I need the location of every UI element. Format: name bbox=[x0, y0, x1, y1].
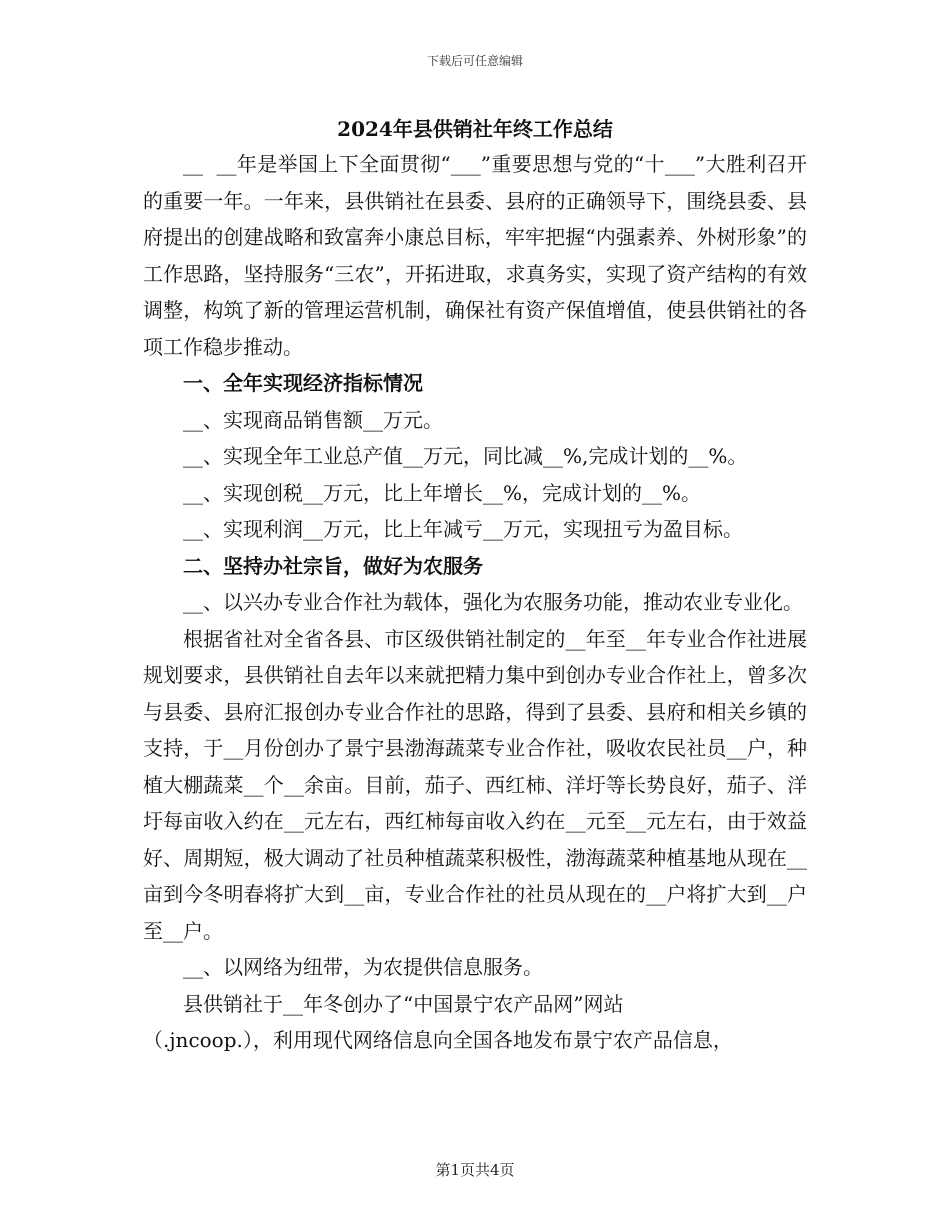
indicator-item-sales: __、实现商品销售额__万元。 bbox=[183, 407, 443, 432]
page-header-note: 下载后可任意编辑 bbox=[426, 54, 523, 68]
document-title: 2024年县供销社年终工作总结 bbox=[337, 117, 613, 141]
page-number: 第1页共4页 bbox=[435, 1161, 515, 1179]
subsection-cooperative: __、以兴办专业合作社为载体，强化为农服务功能，推动农业专业化。 bbox=[183, 590, 803, 614]
intro-paragraph: __ __年是举国上下全面贯彻“___”重要思想与党的“十___”大胜利召开的重要一年。一年来，县供销社在县委、县府的正确领导下，围绕县委、县府提出的创建战略和致富奔小康总目标，牢牢把握“内强素养、外树形象”的工作思路，坚持服务“三农”，开拓进取，求真务实，实现了资产结构的有效调整，构筑了新的管理运营机制，确保社有资产保值增值，使县供销社的各项工作稳步推动。 bbox=[143, 152, 807, 359]
network-paragraph: 县供销社于__年冬创办了“中国景宁农产品网”网站 bbox=[183, 991, 624, 1016]
indicator-item-output: __、实现全年工业总产值__万元，同比减__%,完成计划的__%。 bbox=[183, 444, 748, 468]
indicator-item-tax: __、实现创税__万元，比上年增长__%，完成计划的__%。 bbox=[183, 480, 702, 505]
cooperative-paragraph: 根据省社对全省各县、市区级供销社制定的__年至__年专业合作社进展规划要求，县供销社自去年以来就把精力集中到创办专业合作社上，曾多次与县委、县府汇报创办专业合作社的思路，得到了县委、县府和相关乡镇的支持，于__月份创办了景宁县渤海蔬菜专业合作社，吸收农民社员__户，种植大棚蔬菜__个__余亩。目前，茄子、西红柿、洋圩等长势良好，茄子、洋圩每亩收入约在__元左右，西红柿每亩收入约在__元至__元左右，由于效益好、周期短，极大调动了社员种植蔬菜积极性，渤海蔬菜种植基地从现在__亩到今冬明春将扩大到__亩，专业合作社的社员从现在的__户将扩大到__户至__户。 bbox=[143, 626, 807, 943]
document-body bbox=[143, 112, 807, 1059]
subsection-network: __、以网络为纽带，为农提供信息服务。 bbox=[183, 955, 543, 979]
indicator-item-profit: __、实现利润__万元，比上年减亏__万元，实现扭亏为盈目标。 bbox=[183, 517, 743, 541]
section-heading-1: 一、全年实现经济指标情况 bbox=[183, 371, 423, 395]
section-heading-2: 二、坚持办社宗旨，做好为农服务 bbox=[183, 553, 483, 578]
network-paragraph-continued: （.jncoop.），利用现代网络信息向全国各地发布景宁农产品信息， bbox=[143, 1028, 733, 1052]
